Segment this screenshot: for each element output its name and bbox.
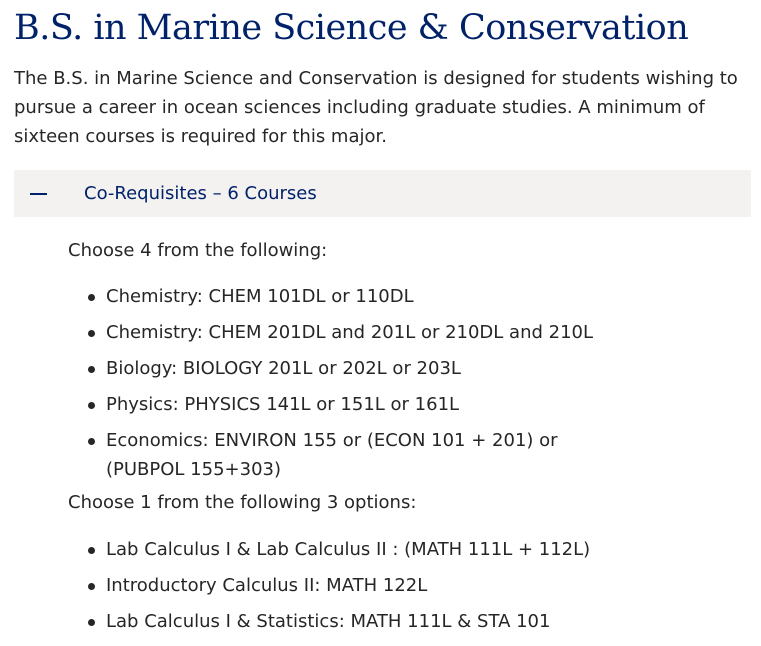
minus-icon[interactable]: [30, 193, 47, 195]
bullet-icon: [88, 294, 95, 301]
bullet-icon: [88, 547, 95, 554]
bullet-icon: [88, 402, 95, 409]
course-list: [68, 535, 751, 636]
group-heading: Choose 4 from the following:: [68, 240, 328, 261]
list-item-text: Lab Calculus I & Statistics: MATH 111L & STA 101: [106, 611, 551, 632]
group-heading: Choose 1 from the following 3 options:: [68, 492, 417, 513]
list-item-text: Chemistry: CHEM 101DL or 110DL: [106, 286, 414, 307]
list-item: [68, 426, 626, 484]
bullet-icon: [88, 583, 95, 590]
page-title: B.S. in Marine Science & Conservation: [14, 8, 689, 48]
list-item-text: Biology: BIOLOGY 201L or 202L or 203L: [106, 358, 461, 379]
list-item: [68, 607, 751, 636]
list-item-text: Chemistry: CHEM 201DL and 201L or 210DL and 210L: [106, 322, 594, 343]
list-item-text: Economics: ENVIRON 155 or (ECON 101 + 201) or (PUBPOL 155+303): [106, 430, 558, 480]
list-item: [68, 390, 751, 419]
accordion-title[interactable]: Co-Requisites – 6 Courses: [84, 183, 317, 204]
list-item-text: Physics: PHYSICS 141L or 151L or 161L: [106, 394, 460, 415]
list-item: [68, 571, 751, 600]
list-item-text: Lab Calculus I & Lab Calculus II : (MATH 111L + 112L): [106, 539, 591, 560]
co-requisites-accordion: [14, 170, 751, 636]
list-item-text: Introductory Calculus II: MATH 122L: [106, 575, 428, 596]
bullet-icon: [88, 366, 95, 373]
course-list: [68, 282, 751, 484]
accordion-content: [14, 217, 751, 636]
bullet-icon: [88, 438, 95, 445]
list-item: [68, 354, 751, 383]
intro-paragraph: The B.S. in Marine Science and Conservation is designed for students wishing to pursue a career in ocean sciences including graduate studies. A minimum of sixteen courses is required for this major.: [14, 68, 738, 147]
list-item: [68, 282, 751, 311]
list-item: [68, 535, 751, 564]
bullet-icon: [88, 619, 95, 626]
accordion-toggle[interactable]: [14, 170, 751, 217]
bullet-icon: [88, 330, 95, 337]
list-item: [68, 318, 751, 347]
